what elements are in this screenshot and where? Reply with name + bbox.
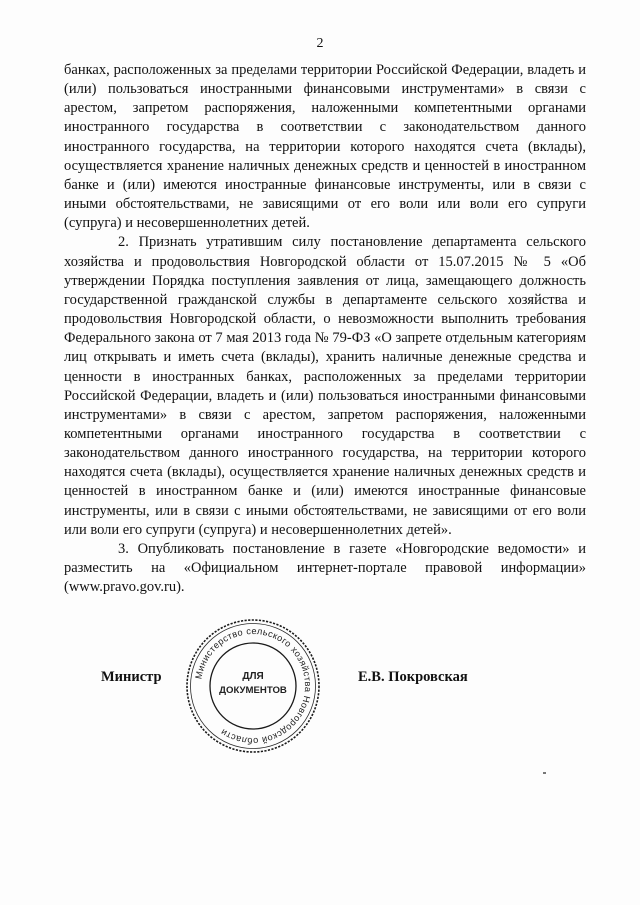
stamp-center-line2: ДОКУМЕНТОВ: [219, 685, 287, 696]
page-number: 2: [316, 36, 324, 51]
stamp-center-line1: ДЛЯ: [242, 671, 264, 682]
stamp-graphic: [184, 617, 322, 755]
stamp-ring-text: Министерство сельского хозяйства Новгородской области: [193, 625, 314, 747]
signatory-role: Министр: [101, 669, 162, 685]
official-stamp: [184, 617, 322, 755]
paragraph-item-3: 3. Опубликовать постановление в газете «Новгородские ведомости» и разместить на «Официальном интернет-портале правовой информации» (www.pravo.gov.ru).: [64, 540, 586, 596]
scan-speck: [543, 772, 546, 774]
paragraph-continuation: банках, расположенных за пределами территории Российской Федерации, владеть и (или) пользоваться иностранными финансовыми инструментами» в связи с арестом, запретом распоряжения, наложенными компетентными органами иностранного государства в соответствии с законодательством данного иностранного государства, на территории которого находятся счета (вклады), осуществляется хранение наличных денежных средств и ценностей в иностранном банке и (или) имеются иностранные финансовые инструменты, или в связи с иными обстоятельствами, не зависящими от его воли или воли его супруги (супруга) и несовершеннолетних детей.: [64, 62, 586, 232]
paragraph-item-2: 2. Признать утратившим силу постановление департамента сельского хозяйства и продовольствия Новгородской области от 15.07.2015 № 5 «Об утверждении Порядка поступления заявления от лица, замещающего должность государственной гражданской службы в департаменте сельского хозяйства и продовольствия Новгородской области, о невозможности выполнить требования Федерального закона от 7 мая 2013 года № 79-ФЗ «О запрете отдельным категориям лиц открывать и иметь счета (вклады), хранить наличные денежные средства и ценности в иностранных банках, расположенных за пределами территории Российской Федерации, владеть и (или) пользоваться иностранными финансовыми инструментами» в связи с арестом, запретом распоряжения, наложенными компетентными органами иностранного государства в соответствии с законодательством данного иностранного государства, на территории которого находятся счета (вклады), осуществляется хранение наличных денежных средств и ценностей в иностранном банке и (или) имеются иностранные финансовые инструменты, или в связи с иными обстоятельствами, не зависящими от его воли или воли его супруги (супруга) и несовершеннолетних детей».: [64, 234, 586, 538]
signatory-name: Е.В. Покровская: [358, 669, 468, 685]
document-body: [64, 61, 586, 597]
